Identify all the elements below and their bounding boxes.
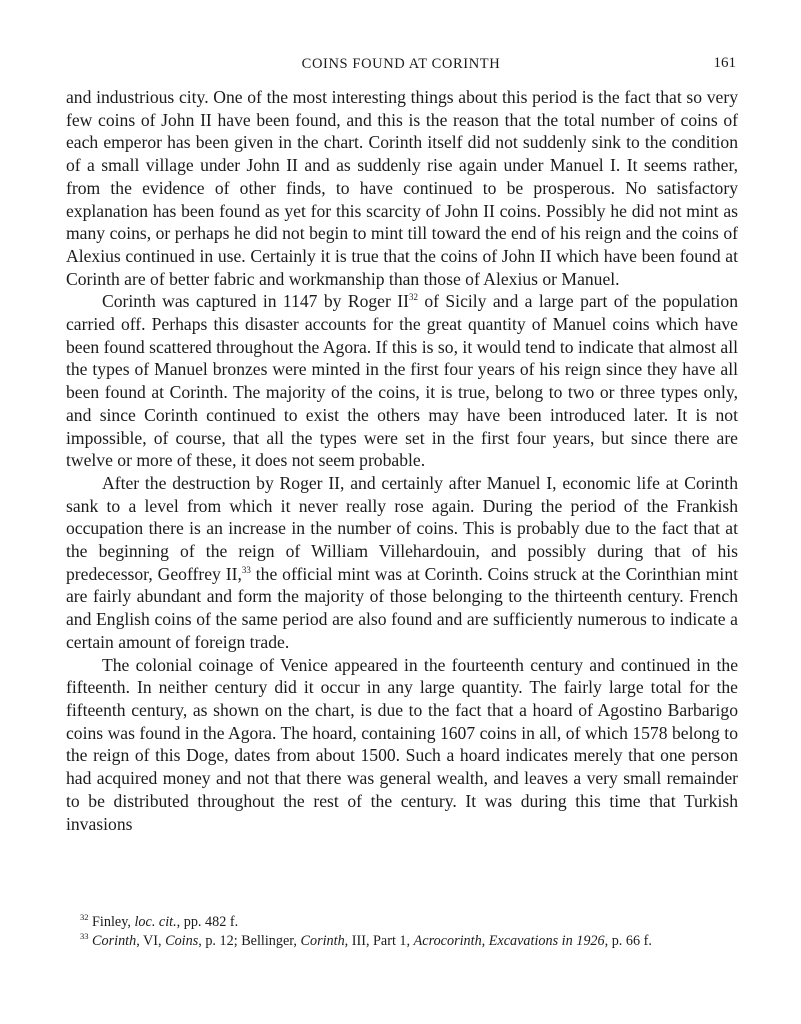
footnote-32-text-b: , pp. 482 f.: [176, 914, 239, 930]
paragraph-3-part-b: the official mint was at Corinth. Coins struck at the Corinthian mint are fairly abundant and form the majority of those belonging to the thirteenth century. French and English coins of the same period are also found and are sufficiently numerous to indicate a certain amount of foreign trade.: [66, 563, 738, 652]
footnote-32-text-a: Finley,: [92, 914, 135, 930]
body-text: [66, 86, 738, 835]
paragraph-3-part-a: After the destruction by Roger II, and certainly after Manuel I, economic life at Corinth sank to a level from which it never really rose again. During the period of the Frankish occupation there is an increase in the number of coins. This is probably due to the fact that at the beginning of the reign of William Villehardouin, and possibly during that of his predecessor, Geoffrey II,: [66, 472, 738, 584]
footnote-33-italic-a: Corinth: [92, 932, 137, 949]
footnote-33-italic-d: Acrocorinth, Excavations in 1926: [413, 932, 605, 949]
footnote-33-text-d: , p. 66 f.: [604, 932, 652, 949]
footnote-33-number: 33: [80, 930, 89, 941]
paragraph-1: and industrious city. One of the most interesting things about this period is the fact that so very few coins of John II have been found, and this is the reason that the total number of coins of each emperor has been given in the chart. Corinth itself did not suddenly sink to the condition of a small village under John II and as suddenly rise again under Manuel I. It seems rather, from the evidence of other finds, to have continued to be prosperous. No satisfactory explanation has been found as yet for this scarcity of John II coins. Possibly he did not mint as many coins, or perhaps he did not begin to mint till toward the end of his reign and the coins of Alexius continued in use. Certainly it is true that the coins of John II which have been found at Corinth are of better fabric and workmanship than those of Alexius or Manuel.: [66, 87, 738, 289]
running-head: [66, 54, 736, 76]
footnote-33-italic-b: Coins: [165, 932, 199, 949]
footnote-33-text-a: , VI,: [136, 932, 166, 949]
footnote-33: [66, 932, 738, 951]
footnote-32-number: 32: [80, 912, 89, 922]
paragraph-2: [66, 290, 738, 472]
paragraph-2-part-a: Corinth was captured in 1147 by Roger II: [102, 291, 409, 312]
page-number: 161: [713, 55, 736, 71]
running-title: COINS FOUND AT CORINTH: [301, 56, 501, 72]
footnote-33-italic-c: Corinth: [300, 932, 345, 949]
footnote-32-italic-a: loc. cit.: [134, 914, 177, 930]
paragraph-2-part-b: of Sicily and a large part of the population carried off. Perhaps this disaster accounts for the great quantity of Manuel coins which have been found scattered throughout the Agora. If this is so, it would tend to indicate that almost all the types of Manuel bronzes were minted in the first four years of his reign since they have all been found at Corinth. The majority of the coins, it is true, belong to two or three types only, and since Corinth continued to exist the others may have been introduced later. It is not impossible, of course, that all the types were set in the first four years, but since there are twelve or more of these, it does not seem probable.: [66, 291, 738, 471]
footnote-32: [66, 913, 738, 932]
footnote-ref-33: 33: [241, 564, 251, 575]
paragraph-3: [66, 472, 738, 654]
footnote-33-text-c: , III, Part 1,: [344, 932, 414, 949]
footnotes: [66, 913, 738, 950]
footnote-ref-32: 32: [408, 292, 418, 303]
paragraph-4: The colonial coinage of Venice appeared in the fourteenth century and continued in the fifteenth. In neither century did it occur in any large quantity. The fairly large total for the fifteenth century, as shown on the chart, is due to the fact that a hoard of Agostino Barbarigo coins was found in the Agora. The hoard, containing 1607 coins in all, of which 1578 belong to the reign of this Doge, dates from about 1500. Such a hoard indicates merely that one person had acquired money and not that there was general wealth, and leaves a very small remainder to be distributed throughout the rest of the century. It was during this time that Turkish invasions: [66, 654, 738, 834]
footnote-33-text-b: , p. 12; Bellinger,: [198, 932, 301, 949]
